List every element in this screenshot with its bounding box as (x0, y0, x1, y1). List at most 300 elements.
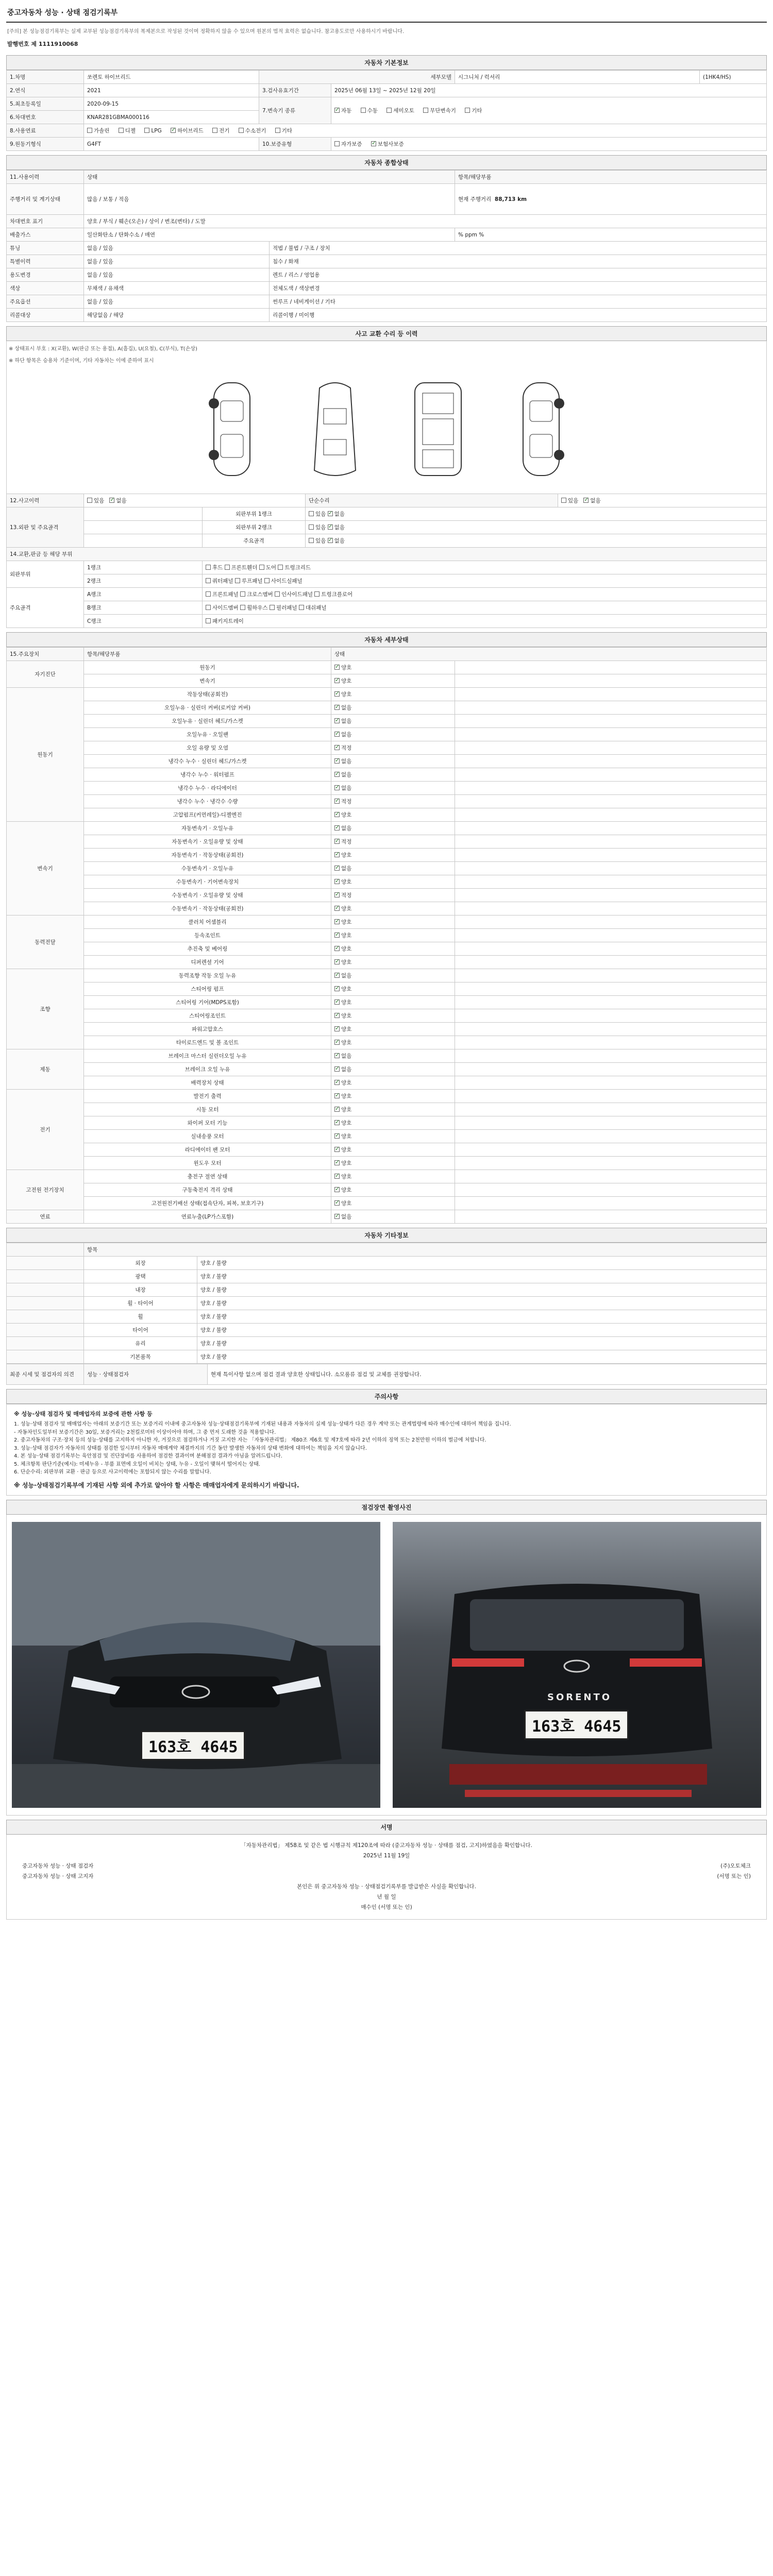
detail-item-state (331, 661, 455, 674)
detail-item-state (331, 1157, 455, 1170)
detail-group-label: 고전원 전기장치 (7, 1170, 84, 1210)
repair-value: 있음 ✓없음 (558, 494, 767, 507)
summary-header-note: 항목/해당부품 (455, 171, 767, 184)
detail-item-name: 냉각수 누수 · 워터펌프 (84, 768, 331, 782)
other-item-name: 휠 (84, 1310, 197, 1324)
checkbox-icon (334, 1200, 340, 1206)
detail-item-name: 자동변속기 · 작동상태(공회전) (84, 849, 331, 862)
main-frame-label: 주요골격 (7, 588, 84, 628)
other-row (7, 1350, 767, 1364)
other-item-state: 양호 / 불량 (197, 1270, 767, 1283)
accident-history-value: 있음 ✓없음 (84, 494, 306, 507)
other-item-name: 휠 · 타이어 (84, 1297, 197, 1310)
notifier-name: (서명 또는 인) (717, 1873, 751, 1879)
checkbox-icon (334, 1120, 340, 1125)
receiver-line: 본인은 위 중고자동차 성능 · 상태점검기록부를 발급받은 사실을 확인합니다. (297, 1883, 476, 1890)
detail-item-state (331, 996, 455, 1009)
detail-item-extra (455, 822, 767, 835)
mileage-note: 현재 주행거리 88,713 km (455, 184, 767, 215)
detail-state-value: 양호 (341, 919, 352, 925)
detail-row (7, 1036, 767, 1049)
detail-item-state (331, 1063, 455, 1076)
detail-item-state (331, 688, 455, 701)
rear-photo (393, 1522, 761, 1808)
summary-header-state: 상태 (84, 171, 455, 184)
detail-item-name: 냉각수 누수 · 냉각수 수량 (84, 795, 331, 808)
detail-item-name: 오일누유 · 실린더 헤드/가스켓 (84, 715, 331, 728)
other-item-name: 광택 (84, 1270, 197, 1283)
detail-item-extra (455, 982, 767, 996)
detail-state-value: 양호 (341, 1013, 352, 1019)
detail-item-state (331, 1049, 455, 1063)
detail-item-extra (455, 1130, 767, 1143)
detail-item-name: 작동상태(공회전) (84, 688, 331, 701)
detail-item-extra (455, 862, 767, 875)
notice-text: [주의] 본 성능점검기록부는 실제 교부된 성능점검기록부의 복제본으로 작성된 것이며 정확하지 않을 수 있으며 원본의 법적 효력은 없습니다. 참고용도로만 사용하시기 바랍니다. (7, 29, 405, 35)
rear-plate: 163호 4645 (524, 1710, 629, 1740)
detail-row (7, 1130, 767, 1143)
checkbox-icon (328, 511, 333, 516)
note-line: 4. 본 성능·상태 점검기록부는 육안점검 및 진단장비를 사용하여 점검한 결과이며 분해점검 결과가 아님을 알려드립니다. (14, 1453, 282, 1460)
detail-state-value: 양호 (341, 946, 352, 952)
detail-row (7, 1103, 767, 1116)
fuel-options: 가솔린 디젤 LPG ✓ 하이브리드 전기 수소전기 기타 (84, 124, 767, 138)
signature-box (6, 1835, 767, 1920)
detail-item-state (331, 1023, 455, 1036)
inspector-label: 중고자동차 성능 · 상태 점검자 (22, 1863, 94, 1870)
detail-item-state (331, 862, 455, 875)
frame-label: 주요골격 (203, 534, 306, 548)
detail-item-extra (455, 1023, 767, 1036)
detail-item-state (331, 969, 455, 982)
detail-state-value: 없음 (341, 705, 352, 711)
detail-header-state: 상태 (331, 648, 767, 661)
detail-group-label: 자기진단 (7, 661, 84, 688)
detail-state-value: 양호 (341, 1026, 352, 1032)
checkbox-icon (334, 933, 340, 938)
detail-item-state (331, 902, 455, 916)
detail-item-state (331, 1143, 455, 1157)
detail-item-extra (455, 661, 767, 674)
car-top-icon (299, 378, 371, 481)
doc-number (6, 37, 767, 51)
detail-item-name: 스티어링 펌프 (84, 982, 331, 996)
detail-item-extra (455, 688, 767, 701)
detail-item-name: 타이로드엔드 및 볼 조인트 (84, 1036, 331, 1049)
detail-row (7, 916, 767, 929)
detail-state-value: 없음 (341, 1214, 352, 1220)
transmission-label: 7.변속기 종류 (259, 97, 331, 124)
detail-item-extra (455, 1103, 767, 1116)
mileage-label: 주행거리 및 계기상태 (7, 184, 84, 215)
note-line: 3. 성능·상태 점검자가 자동차의 상태를 점검한 일시부터 자동차 매매계약 체결까지의 기간 동안 발생한 자동차의 상태 변화에 대하여는 책임을 지지 않습니다. (14, 1445, 367, 1451)
detail-row (7, 808, 767, 822)
mileage-state: 많음 / 보통 / 적음 (84, 184, 455, 215)
detail-item-state (331, 982, 455, 996)
year-value: 2021 (84, 84, 259, 97)
car-name-value: 쏘렌토 하이브리드 (84, 71, 259, 84)
opinion-label-2: 성능 · 상태점검자 (84, 1364, 208, 1385)
detail-state-value: 적정 (341, 839, 352, 845)
section-other-title: 자동차 기타정보 (6, 1228, 767, 1243)
engine-type-label: 9.원동기형식 (7, 138, 84, 151)
detail-item-state (331, 755, 455, 768)
section-photos-title: 점검장면 촬영사진 (6, 1500, 767, 1515)
detail-item-name: 고전원전기배선 상태(접속단자, 피복, 보호기구) (84, 1197, 331, 1210)
opinion-label: 최종 시세 및 점검자의 의견 (7, 1364, 84, 1385)
warranty-options: 자가보증 ✓ 보험사보증 (331, 138, 767, 151)
detail-item-extra (455, 969, 767, 982)
photos-row (6, 1515, 767, 1816)
checkbox-icon (334, 1133, 340, 1139)
checkbox-icon (334, 852, 340, 857)
detail-row (7, 715, 767, 728)
detail-row (7, 688, 767, 701)
checkbox-icon (334, 825, 340, 831)
checkbox-icon (334, 919, 340, 924)
checkbox-icon (334, 946, 340, 951)
tuning-extra: 적법 / 불법 / 구조 / 장치 (270, 242, 767, 255)
emission-state: 일산화탄소 / 탄화수소 / 매연 (84, 228, 455, 242)
usage-change-extra: 렌트 / 리스 / 영업용 (270, 268, 767, 282)
detail-state-value: 양호 (341, 1093, 352, 1099)
options-state: 없음 / 있음 (84, 295, 270, 309)
detail-item-name: 동력조향 작동 오일 누유 (84, 969, 331, 982)
detail-group-label: 연료 (7, 1210, 84, 1224)
other-header: 항목 (84, 1243, 767, 1257)
detail-state-value: 양호 (341, 1147, 352, 1153)
checkbox-icon (371, 141, 376, 146)
checkbox-icon (465, 108, 470, 113)
receiver-date: 년 월 일 (377, 1893, 396, 1900)
checkbox-icon (334, 906, 340, 911)
checkbox-icon (309, 538, 314, 543)
detail-row (7, 849, 767, 862)
detail-item-state (331, 822, 455, 835)
detail-item-extra (455, 849, 767, 862)
detail-header-item: 항목/해당부품 (84, 648, 331, 661)
detail-item-extra (455, 1157, 767, 1170)
detail-item-name: 구동축전지 격리 상태 (84, 1183, 331, 1197)
first-reg-value: 2020-09-15 (84, 97, 259, 111)
other-row (7, 1324, 767, 1337)
special-history-extra: 침수 / 화재 (270, 255, 767, 268)
detail-group-label: 제동 (7, 1049, 84, 1090)
detail-item-state (331, 956, 455, 969)
warranty-label: 10.보증유형 (259, 138, 331, 151)
detail-item-name: 디퍼렌셜 기어 (84, 956, 331, 969)
detail-item-state (331, 674, 455, 688)
detail-item-extra (455, 1076, 767, 1090)
checkbox-icon (334, 785, 340, 790)
detail-state-value: 양호 (341, 1160, 352, 1166)
checkbox-icon (334, 1160, 340, 1165)
transmission-options: ✓ 자동 수동 세미오토 무단변속기 기타 (331, 97, 767, 124)
other-item-name: 기본품목 (84, 1350, 197, 1364)
detail-row (7, 822, 767, 835)
opinion-text: 현재 특이사항 없으며 점검 결과 양호한 상태입니다. 소모품류 점검 및 교체를 권장합니다. (208, 1364, 767, 1385)
detail-row (7, 795, 767, 808)
detail-item-name: 수동변속기 · 오일누유 (84, 862, 331, 875)
checkbox-icon (87, 498, 92, 503)
accident-legend: ※ 상태표시 부호 : X(교환), W(판금 또는 용접), A(흠집), U(요철), C(부식), T(손상) (6, 341, 767, 353)
detail-state-value: 양호 (341, 999, 352, 1006)
checkbox-icon (334, 1093, 340, 1098)
tuning-label: 튜닝 (7, 242, 84, 255)
section-accident-title: 사고 교환 수리 등 이력 (6, 326, 767, 341)
other-item-state: 양호 / 불량 (197, 1324, 767, 1337)
detail-state-value: 양호 (341, 1187, 352, 1193)
checkbox-icon (386, 108, 392, 113)
section-notes-title: 주의사항 (6, 1389, 767, 1404)
detail-row (7, 741, 767, 755)
other-item-state: 양호 / 불량 (197, 1337, 767, 1350)
detail-item-state (331, 889, 455, 902)
detail-item-name: 냉각수 누수 · 실린더 헤드/가스켓 (84, 755, 331, 768)
detail-item-name: 오일 유량 및 오염 (84, 741, 331, 755)
checkbox-icon (275, 128, 280, 133)
detail-item-extra (455, 741, 767, 755)
checkbox-icon (334, 799, 340, 804)
options-label: 주요옵션 (7, 295, 84, 309)
checkbox-icon (334, 141, 340, 146)
rank-title: 14.교환,판금 등 해당 부위 (7, 548, 767, 561)
front-photo (12, 1522, 380, 1808)
detail-item-state (331, 808, 455, 822)
detail-state-value: 없음 (341, 973, 352, 979)
detail-item-state (331, 701, 455, 715)
checkbox-icon (334, 1066, 340, 1072)
detail-item-extra (455, 956, 767, 969)
note-line: - 자동차인도일부터 보증기간은 30일, 보증거리는 2천킬로미터 이상이어야 하며, 그 중 먼저 도래한 것을 적용합니다. (14, 1429, 276, 1435)
detail-item-state (331, 1076, 455, 1090)
detail-item-extra (455, 1210, 767, 1224)
detail-item-extra (455, 929, 767, 942)
detail-state-value: 양호 (341, 1080, 352, 1086)
detail-item-state (331, 741, 455, 755)
detail-item-extra (455, 1170, 767, 1183)
checkbox-icon (334, 705, 340, 710)
detail-row (7, 1197, 767, 1210)
detail-state-value: 양호 (341, 812, 352, 818)
detail-state-value: 양호 (341, 1200, 352, 1207)
detail-state-value: 양호 (341, 986, 352, 992)
detail-state-value: 양호 (341, 665, 352, 671)
detail-item-name: 파워고압호스 (84, 1023, 331, 1036)
summary-table (6, 170, 767, 322)
detail-state-value: 없음 (341, 825, 352, 832)
checkbox-icon (334, 879, 340, 884)
checkbox-icon (334, 678, 340, 683)
detail-row (7, 1170, 767, 1183)
checkbox-icon (334, 839, 340, 844)
detail-row (7, 996, 767, 1009)
checkbox-icon (334, 1107, 340, 1112)
checkbox-icon (334, 1026, 340, 1031)
detail-row (7, 661, 767, 674)
trim-label: 세부모델 (259, 71, 455, 84)
checkbox-icon (334, 1147, 340, 1152)
document-title: 중고자동차 성능 · 상태 점검기록부 (6, 5, 767, 23)
detail-state-value: 적정 (341, 892, 352, 899)
inspection-period-label: 3.검사유효기간 (259, 84, 331, 97)
color-extra: 전체도색 / 색상변경 (270, 282, 767, 295)
detail-row (7, 768, 767, 782)
detail-item-state (331, 795, 455, 808)
detail-item-extra (455, 1049, 767, 1063)
other-row (7, 1297, 767, 1310)
recall-label: 리콜대상 (7, 309, 84, 322)
color-state: 무채색 / 유채색 (84, 282, 270, 295)
other-row (7, 1337, 767, 1350)
notes-warning: ※ 성능·상태점검기록부에 기재된 사항 외에 추가로 알아야 할 사항은 매매업자에게 문의하시기 바랍니다. (14, 1481, 299, 1489)
detail-state-value: 없음 (341, 1066, 352, 1073)
detail-row (7, 1157, 767, 1170)
mileage-value: 88,713 km (494, 196, 527, 202)
detail-item-name: 시동 모터 (84, 1103, 331, 1116)
detail-item-extra (455, 1090, 767, 1103)
checkbox-icon (423, 108, 428, 113)
detail-item-state (331, 1009, 455, 1023)
detail-item-name: 자동변속기 · 오일누유 (84, 822, 331, 835)
detail-row (7, 1049, 767, 1063)
section-basic-title: 자동차 기본정보 (6, 55, 767, 70)
detail-item-extra (455, 728, 767, 741)
detail-item-name: 자동변속기 · 오일유량 및 상태 (84, 835, 331, 849)
detail-item-extra (455, 916, 767, 929)
car-rear-image (393, 1522, 761, 1808)
doc-number-label: 발행번호 제 (7, 41, 37, 47)
model-code-value: (1HK4/HS) (700, 71, 767, 84)
trim-value: 시그니처 / 럭셔리 (455, 71, 700, 84)
vin-mark-label: 차대번호 표기 (7, 215, 84, 228)
checkbox-icon (334, 732, 340, 737)
detail-row (7, 1116, 767, 1130)
detail-item-name: 오일누유 · 실린더 커버(로커암 커버) (84, 701, 331, 715)
special-history-label: 특별이력 (7, 255, 84, 268)
detail-item-name: 수동변속기 · 작동상태(공회전) (84, 902, 331, 916)
detail-state-value: 양호 (341, 852, 352, 858)
detail-state-value: 양호 (341, 1107, 352, 1113)
detail-item-name: 원동기 (84, 661, 331, 674)
detail-state-value: 양호 (341, 1174, 352, 1180)
usage-change-label: 용도변경 (7, 268, 84, 282)
detail-item-state (331, 782, 455, 795)
detail-item-name: 스티어링조인트 (84, 1009, 331, 1023)
recall-state: 해당없음 / 해당 (84, 309, 270, 322)
detail-item-extra (455, 782, 767, 795)
detail-row (7, 701, 767, 715)
detail-group-label: 원동기 (7, 688, 84, 822)
detail-item-extra (455, 942, 767, 956)
detail-state-value: 없음 (341, 718, 352, 724)
detail-row (7, 1009, 767, 1023)
detail-item-extra (455, 755, 767, 768)
repair-label: 단순수리 (306, 494, 558, 507)
checkbox-icon (361, 108, 366, 113)
opinion-table (6, 1364, 767, 1385)
checkbox-icon (334, 986, 340, 991)
detail-row (7, 889, 767, 902)
detail-row (7, 929, 767, 942)
detail-item-state (331, 715, 455, 728)
checkbox-icon (561, 498, 566, 503)
year-label: 2.연식 (7, 84, 84, 97)
detail-item-name: 스티어링 기어(MDPS포함) (84, 996, 331, 1009)
detail-item-name: 브레이크 오일 누유 (84, 1063, 331, 1076)
detail-item-name: 실내송풍 모터 (84, 1130, 331, 1143)
checkbox-icon (334, 691, 340, 697)
detail-item-name: 추진축 및 베어링 (84, 942, 331, 956)
detail-item-name: 클러치 어셈블리 (84, 916, 331, 929)
detail-row (7, 902, 767, 916)
checkbox-icon (334, 1013, 340, 1018)
detail-state-value: 없음 (341, 758, 352, 765)
checkbox-icon (109, 498, 114, 503)
notifier-label: 중고자동차 성능 · 상태 고지자 (22, 1873, 94, 1879)
detail-item-name: 연료누출(LP가스포함) (84, 1210, 331, 1224)
detail-state-value: 양호 (341, 933, 352, 939)
checkbox-icon (334, 1053, 340, 1058)
detail-state-value: 양호 (341, 1120, 352, 1126)
outer-panel-label: 외판부위 (7, 561, 84, 588)
detail-item-state (331, 1197, 455, 1210)
checkbox-icon (334, 772, 340, 777)
detail-row (7, 1063, 767, 1076)
detail-state-value: 없음 (341, 772, 352, 778)
checkbox-icon (212, 128, 217, 133)
detail-item-extra (455, 889, 767, 902)
detail-item-extra (455, 1116, 767, 1130)
detail-item-extra (455, 1143, 767, 1157)
detail-item-state (331, 849, 455, 862)
tuning-state: 없음 / 있음 (84, 242, 270, 255)
signature-statement: 「자동차관리법」 제58조 및 같은 법 시행규칙 제120조에 따라 (중고자동차 성능 · 상태를 점검, 고지)하였음을 확인합니다. (241, 1842, 532, 1849)
detail-state-value: 없음 (341, 1053, 352, 1059)
detail-state-value: 적정 (341, 799, 352, 805)
first-reg-label: 5.최초등록일 (7, 97, 84, 111)
detail-item-extra (455, 1036, 767, 1049)
other-item-state: 양호 / 불량 (197, 1257, 767, 1270)
detail-row (7, 1076, 767, 1090)
section-signature-title: 서명 (6, 1820, 767, 1835)
detail-item-state (331, 768, 455, 782)
signature-date: 2025년 11월 19일 (363, 1853, 410, 1859)
detail-item-state (331, 1130, 455, 1143)
detail-state-value: 양호 (341, 691, 352, 698)
detail-item-state (331, 1090, 455, 1103)
detail-item-extra (455, 902, 767, 916)
other-item-name: 유리 (84, 1337, 197, 1350)
detail-item-name: 수동변속기 · 기어변속장치 (84, 875, 331, 889)
detail-group-label: 동력전달 (7, 916, 84, 969)
detail-item-name: 충전구 절연 상태 (84, 1170, 331, 1183)
detail-item-state (331, 929, 455, 942)
checkbox-icon (334, 718, 340, 723)
detail-item-name: 오일누유 · 오일팬 (84, 728, 331, 741)
detail-row (7, 1090, 767, 1103)
detail-item-state (331, 835, 455, 849)
detail-row (7, 674, 767, 688)
detail-group-label: 전기 (7, 1090, 84, 1170)
doc-number-value: 1111910068 (38, 41, 78, 47)
vin-mark-state: 양호 / 부식 / 훼손(오손) / 상이 / 변조(변타) / 도말 (84, 215, 767, 228)
checkbox-icon (328, 524, 333, 530)
checkbox-icon (334, 959, 340, 964)
emission-label: 배출가스 (7, 228, 84, 242)
detail-group-label: 조향 (7, 969, 84, 1049)
detail-item-extra (455, 1063, 767, 1076)
